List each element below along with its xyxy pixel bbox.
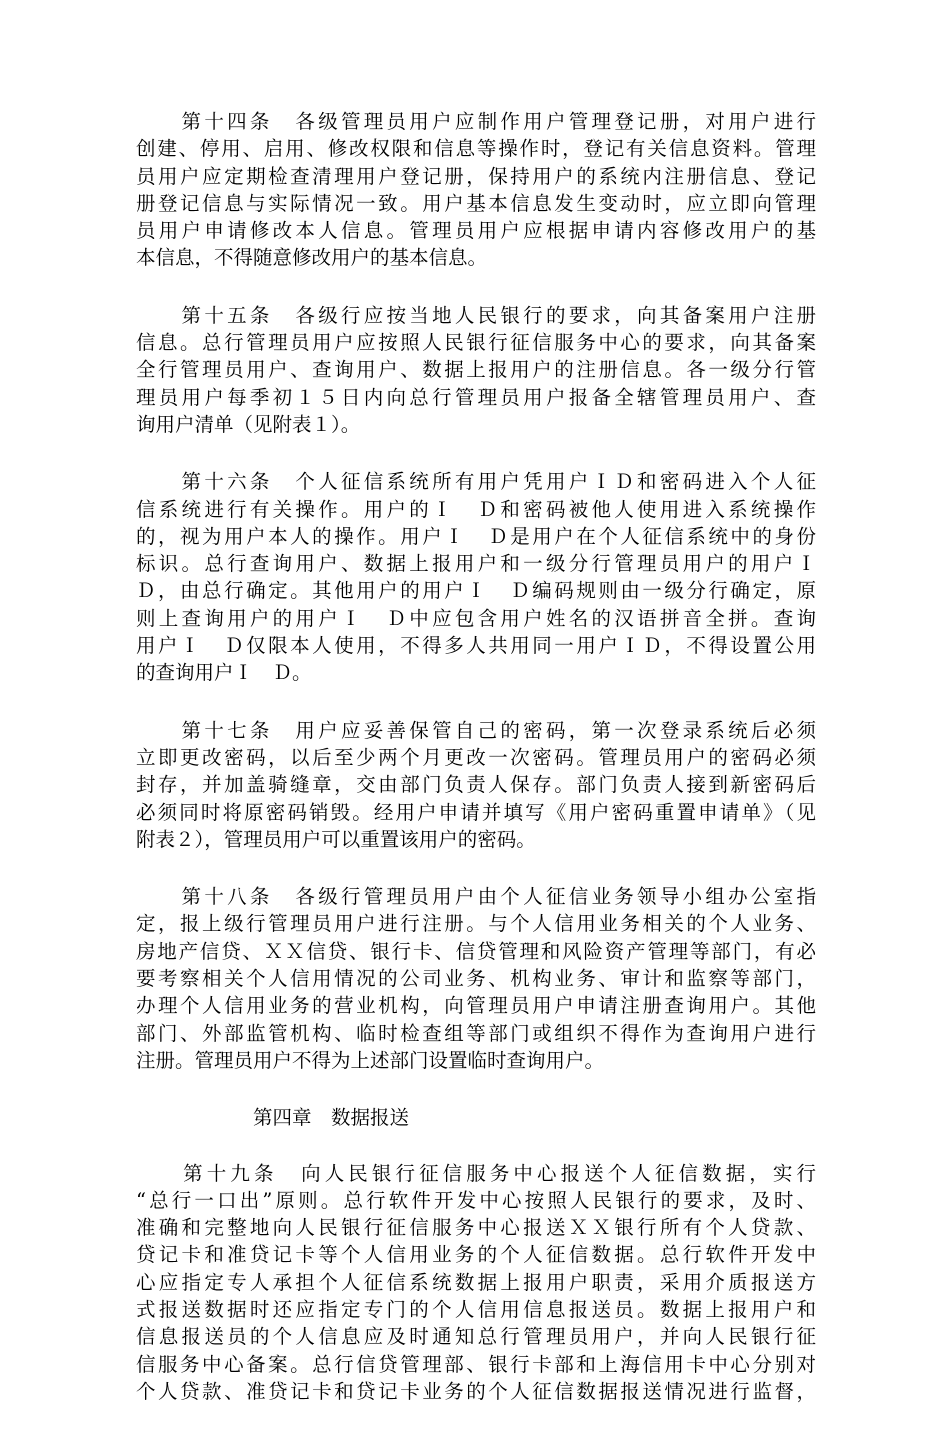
article-14 xyxy=(136,108,816,272)
text-line: 员用户申请修改本人信息。管理员用户应根据申请内容修改用户的基 xyxy=(136,219,816,243)
article-18 xyxy=(136,883,816,1074)
text-line: 式报送数据时还应指定专门的个人信用信息报送员。数据上报用户和 xyxy=(136,1297,816,1321)
text-line: 理员用户每季初１５日内向总行管理员用户报备全辖管理员用户、查 xyxy=(136,385,816,409)
text-line: 询用户清单（见附表１）。 xyxy=(136,412,361,436)
chapter-heading: 第四章 数据报送 xyxy=(253,1106,410,1130)
text-line: 本信息，不得随意修改用户的基本信息。 xyxy=(136,246,488,270)
text-line: 必须同时将原密码销毁。经用户申请并填写《用户密码重置申请单》（见 xyxy=(136,800,816,824)
text-line: 创建、停用、启用、修改权限和信息等操作时，登记有关信息资料。管理 xyxy=(136,137,816,161)
article-16 xyxy=(136,468,816,686)
text-line: 部门、外部监管机构、临时检查组等部门或组织不得作为查询用户进行 xyxy=(136,1021,816,1045)
text-line: 封存，并加盖骑缝章，交由部门负责人保存。部门负责人接到新密码后 xyxy=(136,773,816,797)
text-line: 第十九条 向人民银行征信服务中心报送个人征信数据，实行 xyxy=(136,1161,816,1185)
article-17 xyxy=(136,717,816,853)
text-line: 准确和完整地向人民银行征信服务中心报送ＸＸ银行所有个人贷款、 xyxy=(136,1216,816,1240)
text-line: 信息。总行管理员用户应按照人民银行征信服务中心的要求，向其备案 xyxy=(136,331,816,355)
article-15 xyxy=(136,302,816,438)
document-page xyxy=(136,108,816,1435)
text-line: Ｄ，由总行确定。其他用户的用户Ｉ Ｄ编码规则由一级分行确定，原 xyxy=(136,579,816,603)
text-line: 个人贷款、准贷记卡和贷记卡业务的个人征信数据报送情况进行监督， xyxy=(136,1379,816,1403)
text-line: 房地产信贷、ＸＸ信贷、银行卡、信贷管理和风险资产管理等部门，有必 xyxy=(136,939,816,963)
text-line: 要考察相关个人信用情况的公司业务、机构业务、审计和监察等部门， xyxy=(136,967,816,991)
text-line: 员用户应定期检查清理用户登记册，保持用户的系统内注册信息、登记 xyxy=(136,164,816,188)
text-line: 册登记信息与实际情况一致。用户基本信息发生变动时，应立即向管理 xyxy=(136,191,816,215)
text-line: 附表２），管理员用户可以重置该用户的密码。 xyxy=(136,827,536,851)
text-line: 第十七条 用户应妥善保管自己的密码，第一次登录系统后必须 xyxy=(136,718,816,742)
article-19 xyxy=(136,1160,816,1406)
text-line: 信息报送员的个人信息应及时通知总行管理员用户，并向人民银行征 xyxy=(136,1325,816,1349)
text-line: “总行一口出”原则。总行软件开发中心按照人民银行的要求，及时、 xyxy=(136,1188,816,1212)
text-line: 第十八条 各级行管理员用户由个人征信业务领导小组办公室指 xyxy=(136,885,816,909)
text-line: 全行管理员用户、查询用户、数据上报用户的注册信息。各一级分行管 xyxy=(136,358,816,382)
text-line: 心应指定专人承担个人征信系统数据上报用户职责，采用介质报送方 xyxy=(136,1270,816,1294)
text-line: 定，报上级行管理员用户进行注册。与个人信用业务相关的个人业务、 xyxy=(136,912,816,936)
text-line: 第十六条 个人征信系统所有用户凭用户ＩＤ和密码进入个人征 xyxy=(136,470,816,494)
text-line: 注册。管理员用户不得为上述部门设置临时查询用户。 xyxy=(136,1048,605,1072)
text-line: 第十五条 各级行应按当地人民银行的要求，向其备案用户注册 xyxy=(136,303,816,327)
text-line: 则上查询用户的用户Ｉ Ｄ中应包含用户姓名的汉语拼音全拼。查询 xyxy=(136,606,816,630)
text-line: 用户Ｉ Ｄ仅限本人使用，不得多人共用同一用户ＩＤ，不得设置公用 xyxy=(136,634,816,658)
text-line: 信系统进行有关操作。用户的Ｉ Ｄ和密码被他人使用进入系统操作 xyxy=(136,497,816,521)
text-line: 第十四条 各级管理员用户应制作用户管理登记册，对用户进行 xyxy=(136,110,816,133)
text-line: 的查询用户Ｉ Ｄ。 xyxy=(136,661,312,685)
text-line: 立即更改密码，以后至少两个月更改一次密码。管理员用户的密码必须 xyxy=(136,745,816,769)
text-line: 标识。总行查询用户、数据上报用户和一级分行管理员用户的用户Ｉ xyxy=(136,552,816,576)
text-line: 信服务中心备案。总行信贷管理部、银行卡部和上海信用卡中心分别对 xyxy=(136,1352,816,1376)
text-line: 贷记卡和准贷记卡等个人信用业务的个人征信数据。总行软件开发中 xyxy=(136,1243,816,1267)
text-line: 的，视为用户本人的操作。用户Ｉ Ｄ是用户在个人征信系统中的身份 xyxy=(136,524,816,548)
text-line: 办理个人信用业务的营业机构，向管理员用户申请注册查询用户。其他 xyxy=(136,994,816,1018)
